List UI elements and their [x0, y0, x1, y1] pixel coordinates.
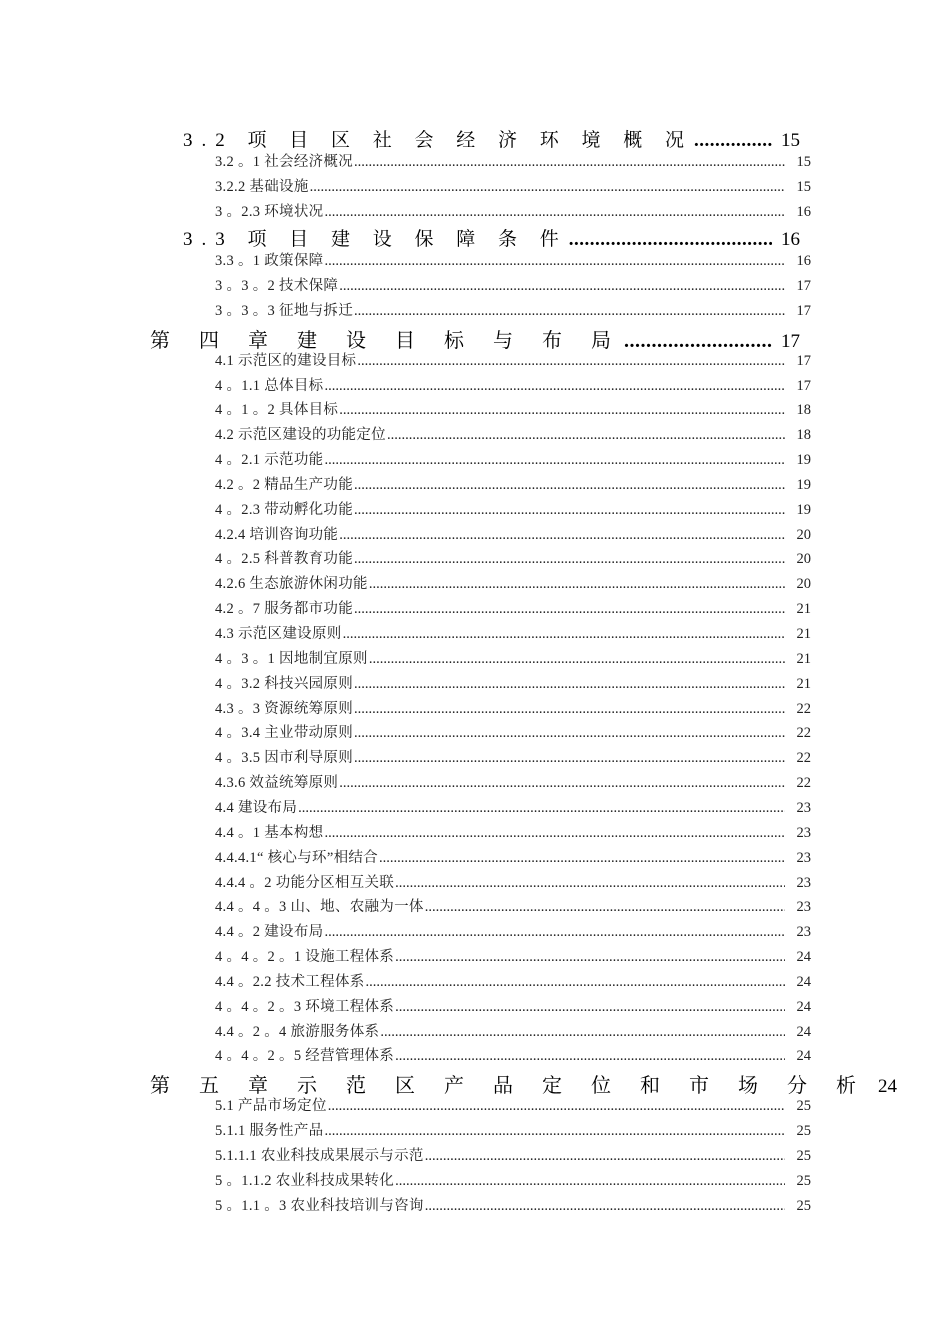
toc-page-number: 17: [781, 330, 800, 352]
toc-page-number: 17: [796, 278, 811, 295]
toc-entry-title: 4 。1 。2 具体目标: [215, 402, 339, 419]
toc-entry[interactable]: [215, 423, 811, 444]
toc-entry-title: 4.2 示范区建设的功能定位: [215, 427, 386, 444]
toc-entry-title: 4.3 示范区建设原则: [215, 626, 342, 642]
toc-page-number: 25: [796, 1123, 811, 1139]
toc-entry-title: 4 。1.1 总体目标: [215, 377, 324, 394]
toc-page-number: 25: [796, 1172, 811, 1189]
toc-leader-dots: [395, 949, 785, 966]
toc-page-number: 21: [796, 626, 811, 642]
toc-entry[interactable]: [215, 448, 811, 469]
toc-leader-dots: [324, 1123, 785, 1140]
toc-leader-dots: [354, 725, 785, 742]
toc-entry[interactable]: [215, 920, 811, 941]
toc-leader-dots: [379, 850, 785, 867]
toc-entry-title: 5.1.1.1 农业科技成果展示与示范: [215, 1147, 424, 1164]
toc-entry-title: 3 。2.3 环境状况: [215, 203, 324, 220]
toc-page-number: 21: [796, 650, 811, 667]
toc-entry[interactable]: [215, 871, 811, 892]
toc-entry-title: 4.4 。2.2 技术工程体系: [215, 973, 365, 990]
toc-page-number: 16: [781, 229, 800, 251]
toc-page-number: 25: [796, 1098, 811, 1115]
toc-page-number: 21: [796, 675, 811, 692]
toc-leader-dots: [310, 179, 785, 196]
toc-leader-dots: [395, 1048, 785, 1065]
toc-page-number: 19: [796, 452, 811, 469]
toc-entry-title: 4.4 。2 建设布局: [215, 924, 324, 941]
toc-entry-title: 3.3 项 目 建 设 保 障 条 件: [183, 229, 568, 251]
toc-entry-title: 4.4 。1 基本构想: [215, 824, 324, 841]
toc-entry-title: 4 。4 。2 。5 经营管理体系: [215, 1048, 395, 1065]
toc-entry[interactable]: [215, 846, 811, 867]
toc-page-number: 23: [796, 799, 811, 816]
toc-leader-dots: [354, 477, 785, 494]
toc-entry[interactable]: [215, 498, 811, 519]
toc-entry-title: 4.2 。7 服务都市功能: [215, 601, 354, 618]
toc-leader-dots: [324, 924, 785, 941]
toc-leader-dots: [354, 303, 785, 320]
toc-page-number: 15: [796, 153, 811, 170]
toc-entry[interactable]: [215, 249, 811, 270]
toc-page-number: 24: [796, 998, 811, 1015]
toc-leader-dots: [395, 1173, 785, 1190]
toc-entry-title: 4 。3.2 科技兴园原则: [215, 675, 354, 692]
toc-entry[interactable]: [215, 821, 811, 842]
toc-leader-dots: [694, 130, 772, 152]
toc-page-number: 22: [796, 700, 811, 717]
toc-leader-dots: [425, 899, 785, 916]
toc-leader-dots: [366, 974, 786, 991]
toc-page-number: 24: [878, 1076, 897, 1098]
toc-entry-title: 4 。4 。2 。3 环境工程体系: [215, 998, 395, 1015]
toc-page-number: 23: [796, 849, 811, 866]
toc-section[interactable]: [183, 224, 800, 251]
toc-leader-dots: [343, 626, 785, 643]
toc-entry[interactable]: [215, 175, 811, 196]
toc-page-number: 25: [796, 1147, 811, 1164]
toc-entry-title: 3.3 。1 政策保障: [215, 253, 324, 270]
toc-entry-title: 第 四 章 建 设 目 标 与 布 局: [150, 329, 623, 352]
toc-page-number: 17: [796, 302, 811, 319]
toc-page-number: 22: [796, 725, 811, 742]
toc-leader-dots: [425, 1198, 785, 1215]
toc-leader-dots: [298, 800, 785, 817]
toc-leader-dots: [354, 676, 785, 693]
toc-entry-title: 4.3 。3 资源统筹原则: [215, 700, 354, 717]
toc-leader-dots: [354, 701, 785, 718]
toc-section[interactable]: [183, 125, 800, 152]
toc-entry-title: 5.1.1 服务性产品: [215, 1123, 324, 1139]
toc-entry-title: 3 。3 。2 技术保障: [215, 278, 339, 295]
toc-entry[interactable]: [215, 200, 811, 221]
toc-leader-dots: [354, 502, 785, 519]
toc-entry-title: 4 。3.5 因市利导原则: [215, 750, 354, 767]
toc-leader-dots: [324, 452, 785, 469]
toc-page-number: 24: [796, 1048, 811, 1065]
toc-leader-dots: [339, 527, 785, 544]
toc-entry[interactable]: [215, 945, 811, 966]
toc-leader-dots: [569, 229, 772, 251]
toc-entry[interactable]: [215, 572, 811, 593]
toc-entry-title: 5 。1.1 。3 农业科技培训与咨询: [215, 1197, 424, 1214]
toc-entry-title: 4 。3 。1 因地制宜原则: [215, 650, 368, 667]
toc-entry[interactable]: [215, 1194, 811, 1215]
toc-entry[interactable]: [215, 398, 811, 419]
toc-entry-title: 4 。3.4 主业带动原则: [215, 725, 354, 742]
toc-entry[interactable]: [215, 995, 811, 1016]
toc-leader-dots: [357, 353, 785, 370]
toc-entry[interactable]: [215, 721, 811, 742]
toc-page-number: 20: [796, 551, 811, 568]
toc-entry-title: 4.1 示范区的建设目标: [215, 352, 357, 369]
toc-page-number: 23: [796, 924, 811, 941]
toc-entry-title: 5.1 产品市场定位: [215, 1098, 327, 1115]
toc-leader-dots: [324, 204, 785, 221]
toc-leader-dots: [369, 576, 785, 593]
toc-page-number: 22: [796, 750, 811, 767]
toc-leader-dots: [395, 999, 785, 1016]
toc-entry[interactable]: [215, 473, 811, 494]
toc-entry[interactable]: [215, 374, 811, 395]
toc-entry[interactable]: [215, 1044, 811, 1065]
toc-entry[interactable]: [215, 1094, 811, 1115]
toc-entry[interactable]: [215, 771, 811, 792]
toc-entry[interactable]: [215, 1144, 811, 1165]
toc-leader-dots: [354, 551, 785, 568]
toc-page-number: 24: [796, 973, 811, 990]
toc-leader-dots: [369, 651, 785, 668]
toc-entry[interactable]: [215, 796, 811, 817]
toc-leader-dots: [324, 825, 785, 842]
toc-entry[interactable]: [215, 672, 811, 693]
toc-entry-title: 4.4.4.1“ 核心与环”相结合: [215, 849, 378, 866]
toc-page-number: 21: [796, 601, 811, 618]
toc-entry-title: 4.4 建设布局: [215, 799, 298, 816]
toc-entry-title: 4 。2.3 带动孵化功能: [215, 501, 354, 518]
toc-page-number: 24: [796, 949, 811, 966]
toc-entry[interactable]: [215, 597, 811, 618]
toc-leader-dots: [324, 378, 785, 395]
toc-page-number: 19: [796, 476, 811, 493]
toc-leader-dots: [328, 1098, 785, 1115]
toc-entry-title: 4.2.4 培训咨询功能: [215, 526, 339, 543]
toc-entry[interactable]: [215, 150, 811, 171]
toc-page-number: 19: [796, 501, 811, 518]
toc-page-number: 16: [796, 203, 811, 220]
toc-leader-dots: [354, 750, 785, 767]
toc-entry[interactable]: [215, 547, 811, 568]
toc-page-number: 23: [796, 874, 811, 891]
toc-page-number: 20: [796, 526, 811, 543]
toc-entry[interactable]: [215, 647, 811, 668]
toc-entry[interactable]: [215, 746, 811, 767]
toc-entry-title: 3.2 。1 社会经济概况: [215, 153, 354, 170]
toc-page-number: 23: [796, 899, 811, 916]
toc-page-number: 18: [796, 402, 811, 419]
toc-entry-title: 4.4.4 。2 功能分区相互关联: [215, 874, 395, 891]
toc-entry-title: 4.3.6 效益统筹原则: [215, 775, 339, 792]
toc-entry-title: 4.2 。2 精品生产功能: [215, 476, 354, 493]
toc-entry[interactable]: [215, 349, 811, 370]
toc-page-number: 18: [796, 427, 811, 444]
toc-entry-title: 4.4 。4 。3 山、地、农融为一体: [215, 899, 424, 916]
toc-entry-title: 5 。1.1.2 农业科技成果转化: [215, 1172, 395, 1189]
toc-entry-title: 4 。2.5 科普教育功能: [215, 551, 354, 568]
toc-entry[interactable]: [215, 697, 811, 718]
toc-page-number: 20: [796, 576, 811, 593]
toc-entry[interactable]: [215, 970, 811, 991]
toc-entry-title: 第 五 章 示 范 区 产 品 定 位 和 市 场 分 析: [150, 1075, 868, 1098]
toc-leader-dots: [380, 1024, 785, 1041]
toc-entry[interactable]: [215, 622, 811, 643]
toc-leader-dots: [425, 1148, 785, 1165]
toc-page-number: 15: [781, 130, 800, 151]
toc-leader-dots: [354, 601, 785, 618]
toc-entry[interactable]: [215, 1020, 811, 1041]
toc-leader-dots: [339, 402, 785, 419]
toc-page-number: 15: [796, 178, 811, 195]
toc-entry-title: 4 。4 。2 。1 设施工程体系: [215, 949, 395, 966]
toc-entry[interactable]: [215, 274, 811, 295]
toc-page-number: 24: [796, 1023, 811, 1040]
toc-entry[interactable]: [215, 523, 811, 544]
toc-leader-dots: [324, 253, 785, 270]
toc-entry-title: 3 。3 。3 征地与拆迁: [215, 302, 354, 319]
toc-entry-title: 3.2.2 基础设施: [215, 178, 309, 195]
toc-page-number: 22: [796, 775, 811, 792]
toc-entry[interactable]: [215, 1119, 811, 1140]
toc-leader-dots: [354, 154, 785, 171]
toc-leader-dots: [395, 875, 785, 892]
toc-entry[interactable]: [215, 299, 811, 320]
toc-page-number: 16: [796, 253, 811, 270]
toc-page-number: 23: [796, 824, 811, 841]
toc-entry-title: 4.2.6 生态旅游休闲功能: [215, 576, 368, 593]
toc-page-number: 25: [796, 1197, 811, 1214]
toc-leader-dots: [339, 278, 785, 295]
toc-leader-dots: [387, 427, 785, 444]
toc-entry-title: 4.4 。2 。4 旅游服务体系: [215, 1023, 380, 1040]
toc-page-number: 17: [796, 377, 811, 394]
toc-leader-dots: [339, 775, 785, 792]
toc-entry[interactable]: [215, 1169, 811, 1190]
toc-page-number: 17: [796, 352, 811, 369]
toc-entry-title: 3.2 项 目 区 社 会 经 济 环 境 概 况: [183, 130, 694, 151]
toc-entry-title: 4 。2.1 示范功能: [215, 452, 324, 469]
toc-entry[interactable]: [215, 895, 811, 916]
